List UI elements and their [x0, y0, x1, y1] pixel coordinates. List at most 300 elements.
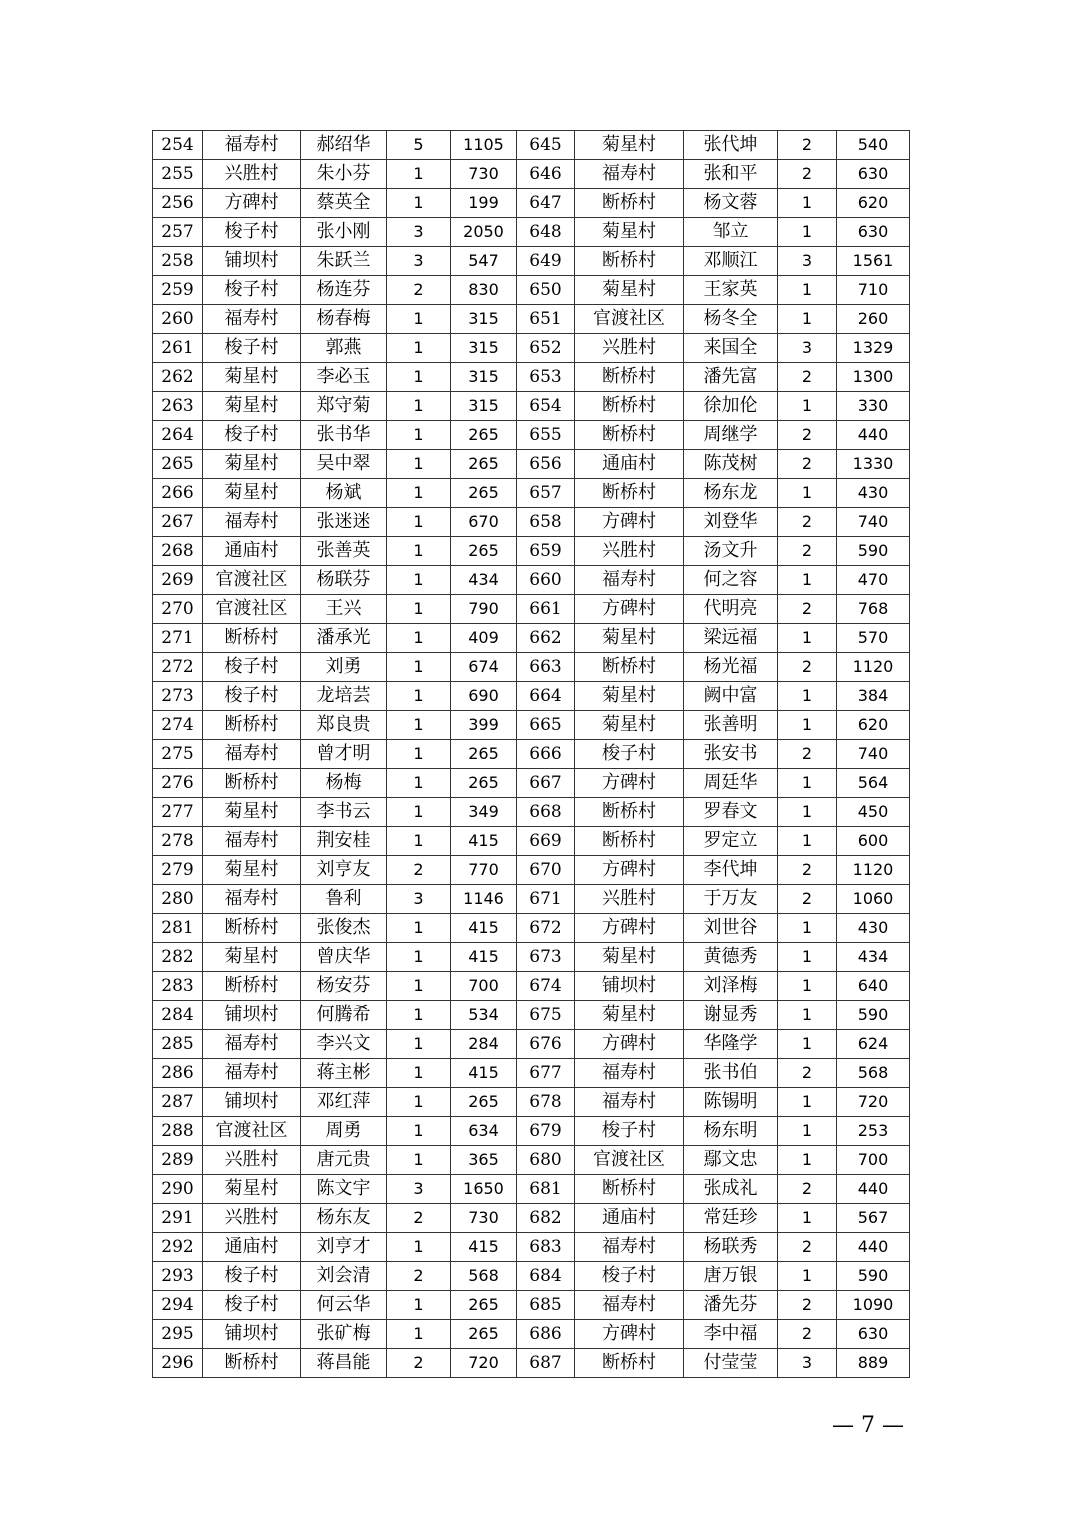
- table-row: [153, 885, 910, 914]
- cell-b-seq: 686: [517, 1320, 575, 1349]
- cell-b-amount: 590: [837, 1001, 910, 1030]
- cell-b-name: 罗定立: [684, 827, 778, 856]
- cell-b-amount: 384: [837, 682, 910, 711]
- cell-b-amount: 253: [837, 1117, 910, 1146]
- cell-a-persons: 1: [387, 624, 451, 653]
- cell-b-name: 谢显秀: [684, 1001, 778, 1030]
- cell-b-persons: 2: [778, 856, 837, 885]
- cell-a-name: 吴中翠: [301, 450, 387, 479]
- cell-a-persons: 1: [387, 682, 451, 711]
- cell-b-name: 黄德秀: [684, 943, 778, 972]
- cell-b-name: 李代坤: [684, 856, 778, 885]
- cell-a-amount: 415: [451, 827, 517, 856]
- cell-b-village: 福寿村: [575, 1233, 684, 1262]
- cell-a-persons: 3: [387, 247, 451, 276]
- cell-b-seq: 662: [517, 624, 575, 653]
- cell-b-amount: 630: [837, 218, 910, 247]
- cell-b-name: 张善明: [684, 711, 778, 740]
- cell-a-amount: 265: [451, 450, 517, 479]
- cell-a-seq: 283: [153, 972, 203, 1001]
- cell-b-amount: 1090: [837, 1291, 910, 1320]
- cell-a-persons: 1: [387, 1001, 451, 1030]
- cell-a-seq: 296: [153, 1349, 203, 1378]
- cell-b-amount: 620: [837, 189, 910, 218]
- cell-b-persons: 1: [778, 1088, 837, 1117]
- cell-b-amount: 440: [837, 1175, 910, 1204]
- cell-b-name: 汤文升: [684, 537, 778, 566]
- cell-b-village: 通庙村: [575, 450, 684, 479]
- cell-b-seq: 674: [517, 972, 575, 1001]
- cell-a-amount: 399: [451, 711, 517, 740]
- cell-a-village: 菊星村: [203, 450, 301, 479]
- cell-a-persons: 1: [387, 392, 451, 421]
- cell-a-name: 唐元贵: [301, 1146, 387, 1175]
- cell-b-name: 唐万银: [684, 1262, 778, 1291]
- cell-b-seq: 680: [517, 1146, 575, 1175]
- table-row: [153, 1088, 910, 1117]
- cell-b-amount: 260: [837, 305, 910, 334]
- cell-b-persons: 1: [778, 943, 837, 972]
- cell-a-persons: 1: [387, 1291, 451, 1320]
- cell-a-persons: 2: [387, 856, 451, 885]
- cell-b-persons: 1: [778, 479, 837, 508]
- cell-a-village: 梭子村: [203, 682, 301, 711]
- cell-b-amount: 570: [837, 624, 910, 653]
- cell-b-persons: 1: [778, 1117, 837, 1146]
- cell-a-village: 通庙村: [203, 1233, 301, 1262]
- cell-a-seq: 285: [153, 1030, 203, 1059]
- cell-a-amount: 830: [451, 276, 517, 305]
- cell-b-village: 断桥村: [575, 479, 684, 508]
- cell-b-amount: 590: [837, 537, 910, 566]
- table-row: [153, 566, 910, 595]
- cell-b-amount: 1329: [837, 334, 910, 363]
- cell-a-seq: 273: [153, 682, 203, 711]
- cell-b-seq: 683: [517, 1233, 575, 1262]
- cell-a-amount: 315: [451, 392, 517, 421]
- cell-b-persons: 2: [778, 1233, 837, 1262]
- cell-b-seq: 661: [517, 595, 575, 624]
- cell-b-seq: 654: [517, 392, 575, 421]
- cell-b-amount: 640: [837, 972, 910, 1001]
- cell-a-seq: 290: [153, 1175, 203, 1204]
- cell-b-persons: 1: [778, 798, 837, 827]
- cell-b-name: 杨东明: [684, 1117, 778, 1146]
- cell-a-amount: 1650: [451, 1175, 517, 1204]
- cell-b-village: 菊星村: [575, 218, 684, 247]
- table-row: [153, 711, 910, 740]
- cell-a-persons: 1: [387, 1088, 451, 1117]
- cell-b-village: 方碑村: [575, 856, 684, 885]
- table-row: [153, 450, 910, 479]
- cell-b-seq: 658: [517, 508, 575, 537]
- cell-a-amount: 634: [451, 1117, 517, 1146]
- cell-b-village: 福寿村: [575, 1088, 684, 1117]
- cell-b-name: 华隆学: [684, 1030, 778, 1059]
- cell-a-village: 菊星村: [203, 392, 301, 421]
- cell-b-village: 方碑村: [575, 769, 684, 798]
- cell-b-village: 方碑村: [575, 595, 684, 624]
- cell-a-name: 杨连芬: [301, 276, 387, 305]
- cell-a-name: 蒋主彬: [301, 1059, 387, 1088]
- cell-a-village: 福寿村: [203, 885, 301, 914]
- cell-a-village: 梭子村: [203, 653, 301, 682]
- cell-a-persons: 2: [387, 1349, 451, 1378]
- cell-b-persons: 2: [778, 160, 837, 189]
- cell-a-seq: 292: [153, 1233, 203, 1262]
- cell-b-persons: 1: [778, 566, 837, 595]
- cell-a-village: 菊星村: [203, 479, 301, 508]
- cell-a-village: 梭子村: [203, 1291, 301, 1320]
- cell-b-village: 断桥村: [575, 392, 684, 421]
- table-row: [153, 1233, 910, 1262]
- cell-b-village: 福寿村: [575, 1291, 684, 1320]
- cell-a-amount: 284: [451, 1030, 517, 1059]
- cell-a-persons: 1: [387, 334, 451, 363]
- cell-a-name: 何云华: [301, 1291, 387, 1320]
- cell-a-persons: 1: [387, 160, 451, 189]
- cell-b-village: 菊星村: [575, 131, 684, 160]
- cell-b-name: 鄢文忠: [684, 1146, 778, 1175]
- cell-a-village: 官渡社区: [203, 1117, 301, 1146]
- table-row: [153, 827, 910, 856]
- cell-b-amount: 568: [837, 1059, 910, 1088]
- cell-b-amount: 564: [837, 769, 910, 798]
- cell-a-amount: 265: [451, 479, 517, 508]
- cell-b-persons: 1: [778, 392, 837, 421]
- cell-b-village: 福寿村: [575, 566, 684, 595]
- table-row: [153, 276, 910, 305]
- cell-b-amount: 330: [837, 392, 910, 421]
- cell-a-village: 福寿村: [203, 740, 301, 769]
- cell-b-seq: 682: [517, 1204, 575, 1233]
- cell-b-persons: 1: [778, 769, 837, 798]
- cell-b-seq: 652: [517, 334, 575, 363]
- table-row: [153, 624, 910, 653]
- cell-a-name: 曾才明: [301, 740, 387, 769]
- cell-a-amount: 415: [451, 1233, 517, 1262]
- cell-b-persons: 1: [778, 1001, 837, 1030]
- cell-a-amount: 265: [451, 537, 517, 566]
- cell-a-name: 张矿梅: [301, 1320, 387, 1349]
- cell-a-persons: 1: [387, 1117, 451, 1146]
- cell-a-seq: 278: [153, 827, 203, 856]
- table-row: [153, 972, 910, 1001]
- cell-b-seq: 669: [517, 827, 575, 856]
- cell-b-persons: 2: [778, 537, 837, 566]
- cell-b-persons: 1: [778, 1262, 837, 1291]
- cell-b-village: 方碑村: [575, 1320, 684, 1349]
- cell-b-amount: 1300: [837, 363, 910, 392]
- cell-a-persons: 1: [387, 827, 451, 856]
- cell-a-seq: 291: [153, 1204, 203, 1233]
- cell-b-village: 方碑村: [575, 1030, 684, 1059]
- cell-b-seq: 657: [517, 479, 575, 508]
- cell-a-amount: 315: [451, 334, 517, 363]
- table-row: [153, 1146, 910, 1175]
- cell-a-seq: 271: [153, 624, 203, 653]
- cell-a-persons: 1: [387, 798, 451, 827]
- cell-a-village: 方碑村: [203, 189, 301, 218]
- cell-b-name: 周继学: [684, 421, 778, 450]
- cell-b-persons: 2: [778, 740, 837, 769]
- cell-a-amount: 265: [451, 740, 517, 769]
- cell-b-seq: 677: [517, 1059, 575, 1088]
- cell-a-persons: 1: [387, 363, 451, 392]
- cell-b-seq: 656: [517, 450, 575, 479]
- cell-b-name: 潘先富: [684, 363, 778, 392]
- cell-a-persons: 2: [387, 1262, 451, 1291]
- cell-b-seq: 647: [517, 189, 575, 218]
- cell-b-amount: 740: [837, 508, 910, 537]
- table-row: [153, 740, 910, 769]
- cell-b-persons: 1: [778, 1146, 837, 1175]
- cell-a-name: 张善英: [301, 537, 387, 566]
- cell-b-village: 兴胜村: [575, 334, 684, 363]
- cell-a-seq: 279: [153, 856, 203, 885]
- cell-a-seq: 264: [153, 421, 203, 450]
- cell-a-village: 梭子村: [203, 334, 301, 363]
- cell-b-amount: 889: [837, 1349, 910, 1378]
- cell-b-village: 断桥村: [575, 827, 684, 856]
- cell-b-persons: 2: [778, 131, 837, 160]
- cell-a-village: 菊星村: [203, 943, 301, 972]
- cell-b-persons: 1: [778, 305, 837, 334]
- cell-a-persons: 1: [387, 943, 451, 972]
- cell-a-persons: 2: [387, 1204, 451, 1233]
- table-row: [153, 131, 910, 160]
- cell-b-persons: 1: [778, 711, 837, 740]
- cell-a-name: 李必玉: [301, 363, 387, 392]
- cell-a-seq: 272: [153, 653, 203, 682]
- cell-a-seq: 263: [153, 392, 203, 421]
- cell-a-name: 荆安桂: [301, 827, 387, 856]
- cell-a-seq: 256: [153, 189, 203, 218]
- cell-b-amount: 440: [837, 421, 910, 450]
- cell-b-seq: 649: [517, 247, 575, 276]
- cell-b-village: 断桥村: [575, 363, 684, 392]
- cell-a-seq: 262: [153, 363, 203, 392]
- cell-a-village: 官渡社区: [203, 595, 301, 624]
- cell-b-name: 梁远福: [684, 624, 778, 653]
- cell-a-village: 梭子村: [203, 276, 301, 305]
- table-row: [153, 218, 910, 247]
- cell-a-name: 张小刚: [301, 218, 387, 247]
- table-row: [153, 1059, 910, 1088]
- table-row: [153, 653, 910, 682]
- cell-a-name: 曾庆华: [301, 943, 387, 972]
- cell-b-name: 刘登华: [684, 508, 778, 537]
- cell-b-persons: 2: [778, 450, 837, 479]
- cell-a-seq: 266: [153, 479, 203, 508]
- cell-a-amount: 674: [451, 653, 517, 682]
- cell-a-village: 福寿村: [203, 508, 301, 537]
- table-row: [153, 856, 910, 885]
- cell-a-amount: 568: [451, 1262, 517, 1291]
- cell-a-amount: 690: [451, 682, 517, 711]
- cell-b-village: 方碑村: [575, 914, 684, 943]
- cell-b-village: 梭子村: [575, 1117, 684, 1146]
- cell-b-village: 通庙村: [575, 1204, 684, 1233]
- cell-a-persons: 1: [387, 1233, 451, 1262]
- cell-a-seq: 274: [153, 711, 203, 740]
- cell-a-name: 刘会清: [301, 1262, 387, 1291]
- cell-b-seq: 671: [517, 885, 575, 914]
- cell-a-name: 杨安芬: [301, 972, 387, 1001]
- cell-a-name: 杨斌: [301, 479, 387, 508]
- cell-a-name: 郭燕: [301, 334, 387, 363]
- cell-a-seq: 268: [153, 537, 203, 566]
- table-row: [153, 1349, 910, 1378]
- cell-a-seq: 277: [153, 798, 203, 827]
- cell-a-persons: 1: [387, 189, 451, 218]
- cell-b-persons: 2: [778, 421, 837, 450]
- cell-b-village: 福寿村: [575, 1059, 684, 1088]
- cell-a-persons: 3: [387, 885, 451, 914]
- cell-b-village: 断桥村: [575, 653, 684, 682]
- cell-a-name: 刘亨友: [301, 856, 387, 885]
- cell-b-seq: 651: [517, 305, 575, 334]
- cell-a-village: 断桥村: [203, 914, 301, 943]
- cell-b-amount: 1120: [837, 653, 910, 682]
- table-row: [153, 769, 910, 798]
- cell-b-name: 张和平: [684, 160, 778, 189]
- table-row: [153, 1262, 910, 1291]
- cell-a-amount: 349: [451, 798, 517, 827]
- cell-b-amount: 700: [837, 1146, 910, 1175]
- cell-a-persons: 5: [387, 131, 451, 160]
- cell-a-seq: 270: [153, 595, 203, 624]
- cell-b-village: 福寿村: [575, 160, 684, 189]
- cell-a-village: 断桥村: [203, 769, 301, 798]
- cell-b-persons: 1: [778, 189, 837, 218]
- page-number: — 7 —: [832, 1413, 904, 1438]
- cell-a-seq: 255: [153, 160, 203, 189]
- cell-b-village: 断桥村: [575, 1175, 684, 1204]
- cell-b-persons: 2: [778, 653, 837, 682]
- cell-a-name: 朱跃兰: [301, 247, 387, 276]
- cell-a-village: 铺坝村: [203, 247, 301, 276]
- cell-b-village: 菊星村: [575, 624, 684, 653]
- cell-a-seq: 293: [153, 1262, 203, 1291]
- cell-a-name: 潘承光: [301, 624, 387, 653]
- cell-a-amount: 2050: [451, 218, 517, 247]
- cell-b-persons: 1: [778, 827, 837, 856]
- cell-a-seq: 265: [153, 450, 203, 479]
- cell-a-village: 福寿村: [203, 131, 301, 160]
- cell-b-village: 兴胜村: [575, 885, 684, 914]
- cell-a-village: 梭子村: [203, 218, 301, 247]
- cell-a-name: 郑良贵: [301, 711, 387, 740]
- cell-b-amount: 768: [837, 595, 910, 624]
- cell-b-name: 王家英: [684, 276, 778, 305]
- cell-b-amount: 740: [837, 740, 910, 769]
- cell-b-seq: 664: [517, 682, 575, 711]
- cell-b-name: 罗春文: [684, 798, 778, 827]
- cell-a-seq: 294: [153, 1291, 203, 1320]
- cell-b-amount: 567: [837, 1204, 910, 1233]
- cell-a-seq: 289: [153, 1146, 203, 1175]
- cell-a-seq: 288: [153, 1117, 203, 1146]
- cell-b-name: 潘先芬: [684, 1291, 778, 1320]
- cell-b-seq: 678: [517, 1088, 575, 1117]
- cell-b-village: 方碑村: [575, 508, 684, 537]
- cell-a-name: 王兴: [301, 595, 387, 624]
- cell-a-persons: 2: [387, 276, 451, 305]
- cell-a-persons: 3: [387, 218, 451, 247]
- cell-a-village: 通庙村: [203, 537, 301, 566]
- cell-b-amount: 440: [837, 1233, 910, 1262]
- cell-b-amount: 720: [837, 1088, 910, 1117]
- cell-a-amount: 265: [451, 421, 517, 450]
- cell-b-village: 菊星村: [575, 943, 684, 972]
- cell-b-persons: 3: [778, 247, 837, 276]
- cell-b-amount: 630: [837, 1320, 910, 1349]
- cell-b-seq: 668: [517, 798, 575, 827]
- cell-b-seq: 670: [517, 856, 575, 885]
- cell-b-seq: 648: [517, 218, 575, 247]
- cell-a-amount: 730: [451, 160, 517, 189]
- cell-b-name: 常廷珍: [684, 1204, 778, 1233]
- cell-b-amount: 624: [837, 1030, 910, 1059]
- cell-b-name: 刘世谷: [684, 914, 778, 943]
- cell-b-seq: 663: [517, 653, 575, 682]
- cell-b-persons: 2: [778, 1320, 837, 1349]
- cell-a-seq: 282: [153, 943, 203, 972]
- cell-b-name: 李中福: [684, 1320, 778, 1349]
- cell-b-seq: 659: [517, 537, 575, 566]
- cell-b-persons: 1: [778, 276, 837, 305]
- cell-b-seq: 650: [517, 276, 575, 305]
- table-row: [153, 189, 910, 218]
- table-row: [153, 1291, 910, 1320]
- cell-a-village: 福寿村: [203, 305, 301, 334]
- cell-b-name: 杨冬全: [684, 305, 778, 334]
- cell-a-persons: 1: [387, 769, 451, 798]
- cell-a-amount: 1146: [451, 885, 517, 914]
- cell-a-seq: 260: [153, 305, 203, 334]
- cell-b-persons: 1: [778, 1204, 837, 1233]
- table-row: [153, 914, 910, 943]
- cell-b-amount: 590: [837, 1262, 910, 1291]
- cell-a-name: 李书云: [301, 798, 387, 827]
- cell-b-seq: 687: [517, 1349, 575, 1378]
- cell-b-persons: 2: [778, 363, 837, 392]
- cell-a-village: 断桥村: [203, 711, 301, 740]
- cell-b-persons: 3: [778, 334, 837, 363]
- cell-b-name: 杨东龙: [684, 479, 778, 508]
- cell-b-seq: 655: [517, 421, 575, 450]
- table-row: [153, 479, 910, 508]
- cell-a-village: 铺坝村: [203, 1088, 301, 1117]
- cell-a-name: 郝绍华: [301, 131, 387, 160]
- cell-a-amount: 265: [451, 769, 517, 798]
- cell-b-persons: 2: [778, 885, 837, 914]
- cell-b-village: 菊星村: [575, 682, 684, 711]
- cell-a-name: 张书华: [301, 421, 387, 450]
- cell-b-village: 菊星村: [575, 711, 684, 740]
- table-row: [153, 160, 910, 189]
- table-row: [153, 595, 910, 624]
- cell-b-seq: 675: [517, 1001, 575, 1030]
- cell-b-village: 梭子村: [575, 1262, 684, 1291]
- cell-a-amount: 315: [451, 305, 517, 334]
- cell-b-amount: 430: [837, 914, 910, 943]
- table-row: [153, 1030, 910, 1059]
- cell-b-village: 兴胜村: [575, 537, 684, 566]
- cell-a-village: 菊星村: [203, 1175, 301, 1204]
- cell-a-persons: 1: [387, 914, 451, 943]
